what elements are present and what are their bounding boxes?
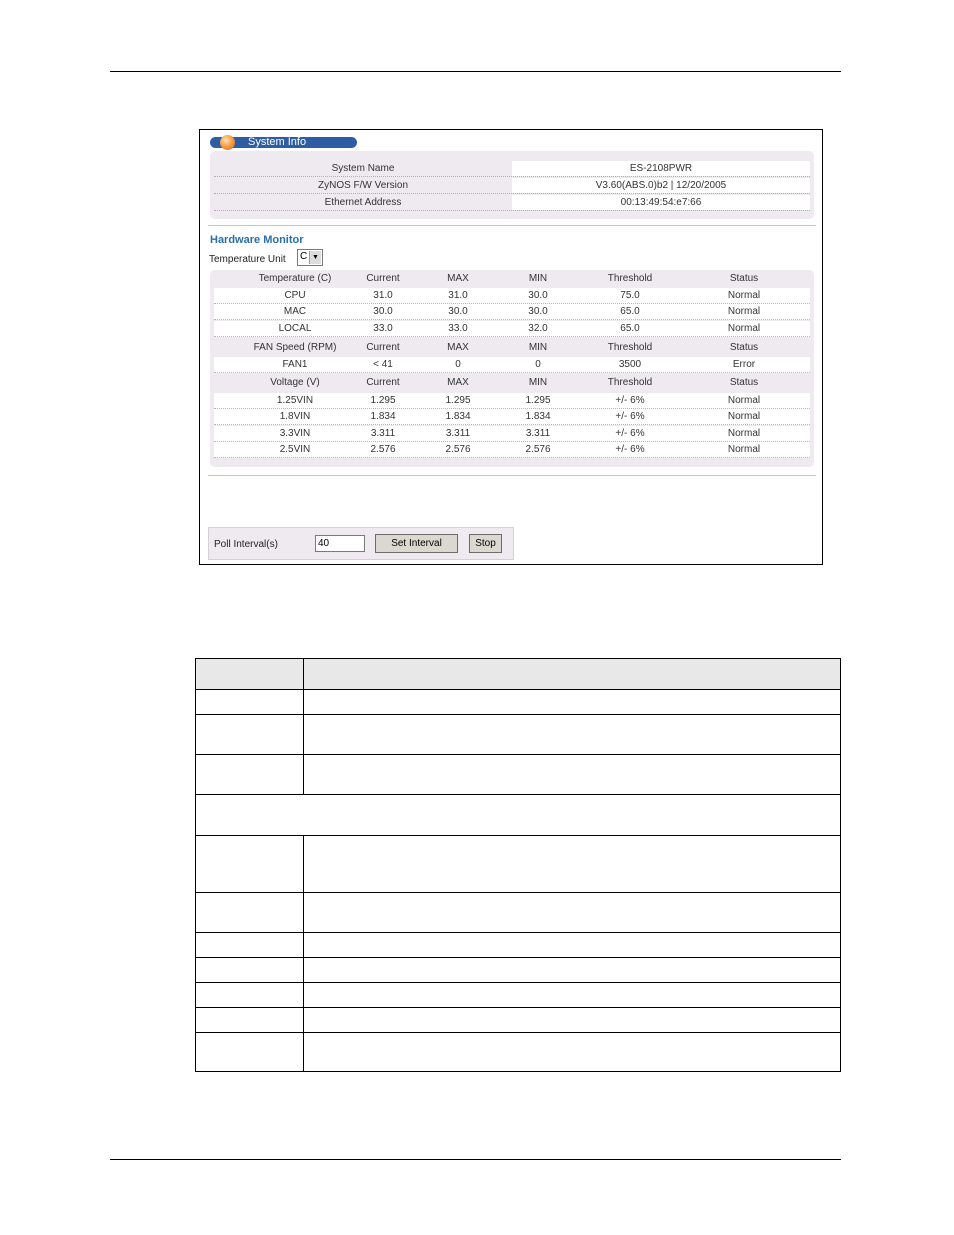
threshold-value: +/- 6% (615, 395, 645, 406)
info-value: ES-2108PWR (512, 161, 810, 176)
column-header: Status (729, 273, 759, 284)
info-label: System Name (331, 163, 395, 174)
page-bottom-rule (110, 1159, 841, 1160)
system-info-box (210, 151, 814, 219)
column-divider (303, 659, 304, 689)
current-value: 2.576 (370, 444, 396, 455)
column-header: Threshold (607, 342, 653, 353)
fan-row (214, 357, 810, 373)
min-value: 1.295 (525, 395, 551, 406)
current-value: 1.295 (370, 395, 396, 406)
table-header-row (196, 659, 840, 690)
column-header: Status (729, 377, 759, 388)
threshold-value: +/- 6% (615, 444, 645, 455)
status-value: Normal (727, 306, 761, 317)
table-row (196, 715, 840, 755)
poll-interval-bar (208, 527, 514, 560)
min-value: 0 (535, 359, 541, 370)
fan-header-row (210, 340, 814, 356)
threshold-value: 3500 (618, 359, 642, 370)
voltage-row (214, 442, 810, 458)
column-header: Temperature (C) (258, 273, 332, 284)
page-top-rule (110, 71, 841, 72)
voltage-row (214, 426, 810, 442)
temperature-row (214, 321, 810, 337)
info-row-firmware-version (214, 178, 810, 194)
voltage-name: 1.8VIN (279, 411, 311, 422)
current-value: 30.0 (373, 306, 393, 317)
threshold-value: 65.0 (620, 306, 640, 317)
table-row (196, 893, 840, 933)
voltage-name: 2.5VIN (279, 444, 311, 455)
min-value: 30.0 (528, 290, 548, 301)
column-divider (303, 755, 304, 794)
column-header: FAN Speed (RPM) (253, 342, 337, 353)
column-header: MIN (528, 377, 548, 388)
column-header: Threshold (607, 377, 653, 388)
voltage-row (214, 393, 810, 409)
table-row (196, 755, 840, 795)
info-value: V3.60(ABS.0)b2 | 12/20/2005 (512, 178, 810, 193)
poll-interval-label: Poll Interval(s) (214, 539, 278, 550)
current-value: 33.0 (373, 323, 393, 334)
table-row (196, 1008, 840, 1033)
min-value: 30.0 (528, 306, 548, 317)
table-row (196, 690, 840, 715)
table-section-row (196, 795, 840, 836)
column-header: MIN (528, 273, 548, 284)
section-divider (208, 225, 816, 226)
temperature-unit-value: C (300, 251, 308, 262)
temperature-header-row (210, 271, 814, 287)
column-header: Current (366, 273, 400, 284)
set-interval-button[interactable]: Set Interval (375, 534, 458, 553)
temperature-unit-label: Temperature Unit (209, 254, 286, 265)
field-description-table (195, 658, 841, 1072)
min-value: 3.311 (525, 428, 551, 439)
info-label: Ethernet Address (324, 197, 402, 208)
min-value: 1.834 (525, 411, 551, 422)
column-divider (303, 933, 304, 957)
hardware-monitor-table (210, 270, 814, 467)
system-info-title: System Info (248, 136, 307, 148)
status-value: Normal (727, 323, 761, 334)
status-value: Normal (727, 290, 761, 301)
voltage-row (214, 409, 810, 425)
current-value: 3.311 (370, 428, 396, 439)
column-header: Voltage (V) (270, 377, 320, 388)
column-divider (303, 983, 304, 1007)
column-divider (303, 715, 304, 754)
max-value: 33.0 (448, 323, 468, 334)
voltage-name: 3.3VIN (279, 428, 311, 439)
status-value: Normal (727, 428, 761, 439)
fan-name: FAN1 (282, 359, 308, 370)
column-divider (303, 1008, 304, 1032)
table-row (196, 933, 840, 958)
poll-interval-input[interactable]: 40 (315, 535, 365, 552)
table-row (196, 983, 840, 1008)
status-value: Normal (727, 444, 761, 455)
column-divider (303, 1033, 304, 1071)
column-divider (303, 893, 304, 932)
table-row (196, 1033, 840, 1071)
column-header: Status (729, 342, 759, 353)
max-value: 31.0 (448, 290, 468, 301)
stop-button[interactable]: Stop (469, 534, 502, 553)
min-value: 2.576 (525, 444, 551, 455)
system-info-title-bar (210, 137, 357, 148)
info-row-system-name (214, 161, 810, 177)
column-header: MAX (447, 273, 469, 284)
column-divider (303, 836, 304, 892)
system-info-screenshot (199, 129, 823, 565)
sensor-name: MAC (283, 306, 307, 317)
table-row (196, 958, 840, 983)
max-value: 0 (455, 359, 461, 370)
min-value: 32.0 (528, 323, 548, 334)
voltage-header-row (210, 375, 814, 391)
info-label: ZyNOS F/W Version (317, 180, 408, 191)
section-divider (208, 475, 816, 476)
column-header: MAX (447, 377, 469, 388)
column-header: Current (366, 342, 400, 353)
threshold-value: +/- 6% (615, 428, 645, 439)
current-value: 1.834 (370, 411, 396, 422)
column-header: MAX (447, 342, 469, 353)
max-value: 3.311 (445, 428, 471, 439)
max-value: 1.295 (445, 395, 471, 406)
current-value: 31.0 (373, 290, 393, 301)
temperature-row (214, 304, 810, 320)
status-value: Normal (727, 395, 761, 406)
max-value: 2.576 (445, 444, 471, 455)
temperature-unit-select[interactable] (297, 249, 323, 266)
current-value: < 41 (373, 359, 393, 370)
max-value: 30.0 (448, 306, 468, 317)
temperature-row (214, 288, 810, 304)
column-divider (303, 690, 304, 714)
info-row-ethernet-address (214, 195, 810, 211)
status-value: Error (732, 359, 756, 370)
voltage-name: 1.25VIN (276, 395, 314, 406)
sensor-name: LOCAL (278, 323, 312, 334)
column-header: Threshold (607, 273, 653, 284)
max-value: 1.834 (445, 411, 471, 422)
column-header: Current (366, 377, 400, 388)
column-divider (303, 958, 304, 982)
status-value: Normal (727, 411, 761, 422)
sensor-name: CPU (284, 290, 306, 301)
threshold-value: 65.0 (620, 323, 640, 334)
column-header: MIN (528, 342, 548, 353)
threshold-value: +/- 6% (615, 411, 645, 422)
threshold-value: 75.0 (620, 290, 640, 301)
info-value: 00:13:49:54:e7:66 (512, 195, 810, 210)
hardware-monitor-title: Hardware Monitor (210, 234, 304, 246)
orb-icon (220, 135, 235, 150)
table-row (196, 836, 840, 893)
chevron-down-icon[interactable]: ▼ (309, 251, 321, 264)
